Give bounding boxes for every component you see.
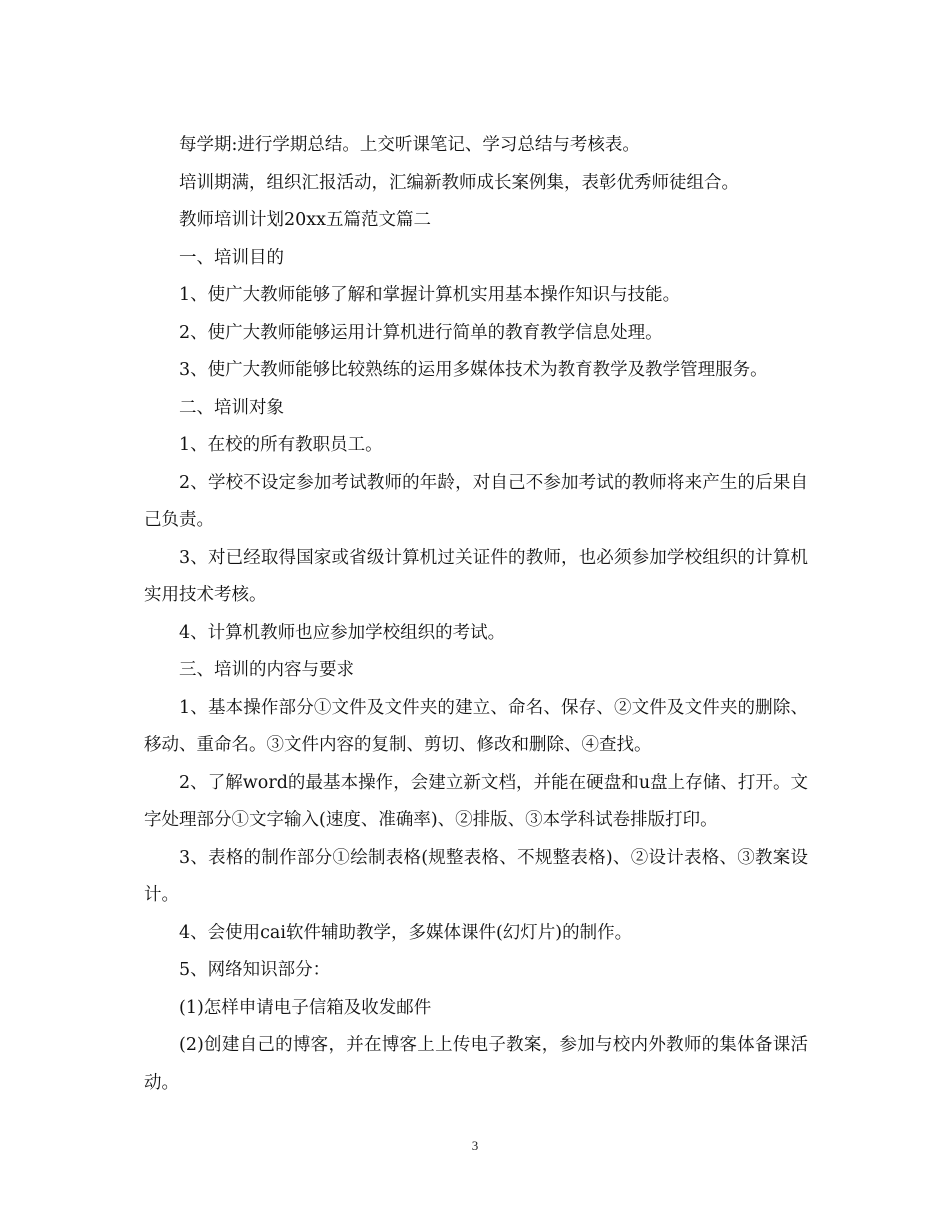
paragraph: 培训期满，组织汇报活动，汇编新教师成长案例集，表彰优秀师徒组合。 <box>179 172 739 193</box>
list-item: 5、网络知识部分： <box>179 960 331 980</box>
sub-list-item: (1)怎样申请电子信箱及收发邮件 <box>179 997 432 1018</box>
heading: 三、培训的内容与要求 <box>179 660 354 680</box>
list-item: 1、在校的所有教职员工。 <box>179 435 383 455</box>
list-item: 3、表格的制作部分①绘制表格(规整表格、不规整表格)、②设计表格、③教案设计。 <box>144 847 808 905</box>
list-item: 2、了解word的最基本操作，会建立新文档，并能在硬盘和u盘上存储、打开。文字处理部分①文字输入(速度、准确率)、②排版、③本学科试卷排版打印。 <box>144 772 808 830</box>
sub-list-item: (2)创建自己的博客，并在博客上上传电子教案，参加与校内外教师的集体备课活动。 <box>144 1035 808 1093</box>
list-item: 2、使广大教师能够运用计算机进行简单的教育教学信息处理。 <box>179 322 663 343</box>
heading: 二、培训对象 <box>179 397 284 418</box>
list-item: 4、计算机教师也应参加学校组织的考试。 <box>179 622 506 643</box>
page-number: 3 <box>471 1138 479 1153</box>
document-body <box>144 127 808 1102</box>
list-item: 3、对已经取得国家或省级计算机过关证件的教师，也必须参加学校组织的计算机实用技术考核。 <box>144 547 808 605</box>
list-item: 3、使广大教师能够比较熟练的运用多媒体技术为教育教学及教学管理服务。 <box>179 360 768 380</box>
section-title: 教师培训计划20xx五篇范文篇二 <box>179 210 432 230</box>
list-item: 4、会使用cai软件辅助教学，多媒体课件(幻灯片)的制作。 <box>179 922 633 943</box>
list-item: 1、基本操作部分①文件及文件夹的建立、命名、保存、②文件及文件夹的删除、移动、重命名。③文件内容的复制、剪切、修改和删除、④查找。 <box>144 697 808 755</box>
list-item: 2、学校不设定参加考试教师的年龄，对自己不参加考试的教师将来产生的后果自己负责。 <box>144 472 808 530</box>
heading: 一、培训目的 <box>179 247 284 268</box>
paragraph: 每学期:进行学期总结。上交听课笔记、学习总结与考核表。 <box>179 135 640 155</box>
list-item: 1、使广大教师能够了解和掌握计算机实用基本操作知识与技能。 <box>179 285 681 305</box>
